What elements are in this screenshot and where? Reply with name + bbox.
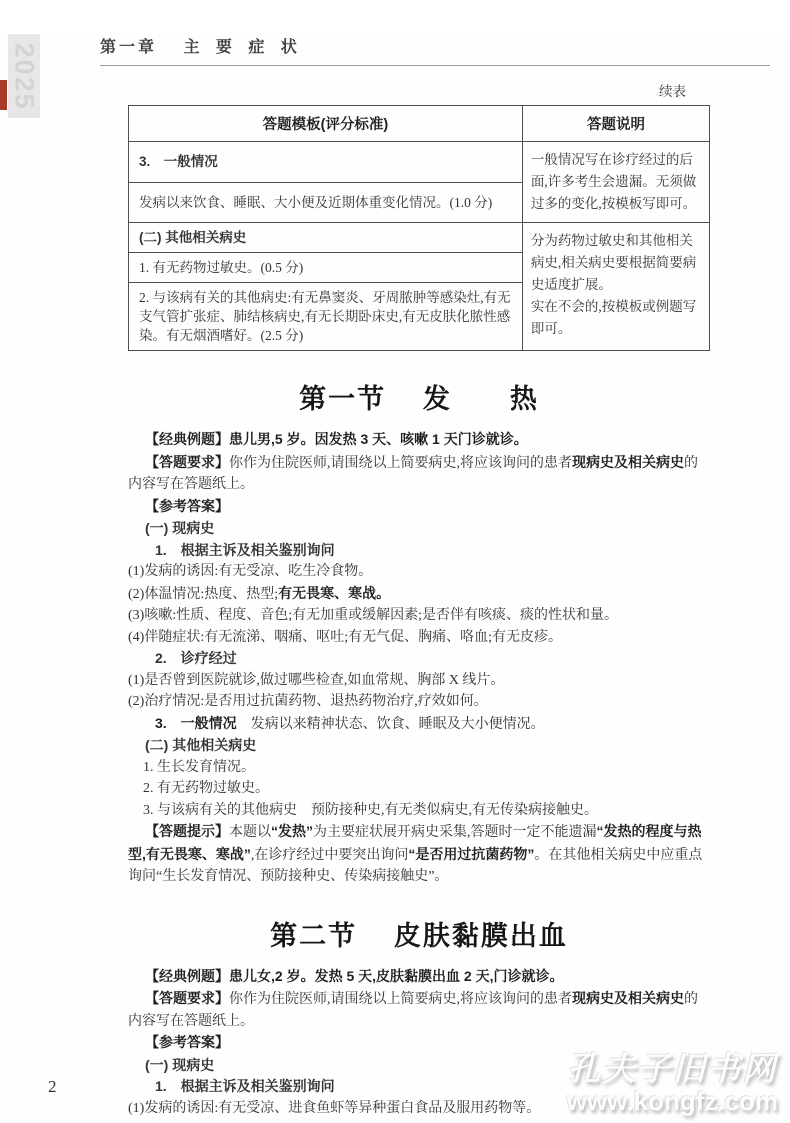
question-line: (1)发病的诱因:有无受凉、吃生冷食物。 <box>128 564 373 579</box>
note-2-line-1: 分为药物过敏史和其他相关病史,相关病史要根据简要病史适度扩展。 <box>530 233 697 292</box>
tip-text: 。在其他相关病史中应重点询问“生长发育情况、预防接种史、传染病接触史”。 <box>128 847 703 884</box>
reference-answer-label: 【参考答案】 <box>145 497 229 514</box>
requirement-text: 你作为住院医师,请围绕以上简要病史,将应该询问的患者 <box>229 455 572 471</box>
other-history-item: 2. 有无药物过敏史。 <box>143 781 269 796</box>
requirement-bold: 现病史及相关病史 <box>572 453 684 470</box>
subheading-interrogation: 1. 根据主诉及相关鉴别询问 <box>155 1078 335 1094</box>
cell-allergy-item: 1. 有无药物过敏史。(0.5 分) <box>129 253 523 283</box>
reference-answer-label-line <box>128 496 710 519</box>
page-content <box>128 80 710 1119</box>
cell-related-history-item: 2. 与该病有关的其他病史:有无鼻窦炎、牙周脓肿等感染灶,有无支气管扩张症、肺结核病史,有无长期卧床史,有无皮肤化脓性感染。有无烟酒嗜好。(2.5 分) <box>129 283 523 351</box>
question-line: (4)伴随症状:有无流涕、咽痛、呕吐;有无气促、胸痛、咯血;有无皮疹。 <box>128 629 562 645</box>
requirement-text-end: 的内容写在答题纸上。 <box>128 992 698 1029</box>
question-line: (1)是否曾到医院就诊,做过哪些检查,如血常规、胸部 X 线片。 <box>128 672 505 688</box>
section-1-name: 发 热 <box>422 384 539 414</box>
section-1-title <box>128 377 710 416</box>
question-line: (3)咳嗽:性质、程度、音色;有无加重或缓解因素;是否伴有咳痰、痰的性状和量。 <box>128 608 618 623</box>
question-line <box>128 583 710 606</box>
table-row <box>129 142 710 183</box>
question-text: (2)体温情况:热度、热型; <box>128 586 279 602</box>
watermark-site-name: 孔夫子旧书网 <box>567 1052 778 1089</box>
other-history-item: 3. 与该病有关的其他病史 预防接种史,有无类似病史,有无传染病接触史。 <box>143 802 598 818</box>
chapter-title: 主 要 症 状 <box>183 39 303 56</box>
subheading-treatment-course: 2. 诊疗经过 <box>155 650 237 666</box>
question-line: (1)发病的诱因:有无受凉、进食鱼虾等异种蛋白食品及服用药物等。 <box>128 1100 541 1116</box>
section-2-name: 皮肤黏膜出血 <box>393 920 568 951</box>
example-label: 【经典例题】 <box>145 967 229 984</box>
requirement-text: 你作为住院医师,请围绕以上简要病史,将应该询问的患者 <box>229 992 572 1007</box>
cell-general-heading: 3. 一般情况 <box>129 142 523 183</box>
note-2-line-2: 实在不会的,按模板或例题写即可。 <box>530 299 697 336</box>
page-number: 2 <box>48 1077 57 1096</box>
subheading-general-condition <box>128 713 710 736</box>
example-label: 【经典例题】 <box>145 431 229 447</box>
question-line: (2)治疗情况:是否用过抗菌药物、退热药物治疗,疗效如何。 <box>128 694 488 709</box>
requirement-bold: 现病史及相关病史 <box>572 990 684 1006</box>
reference-answer-label-line <box>128 1032 710 1055</box>
tip-text: 本题以 <box>229 825 271 840</box>
subheading-interrogation: 1. 根据主诉及相关鉴别询问 <box>155 541 335 558</box>
requirement-label: 【答题要求】 <box>145 453 229 470</box>
requirement-text-end: 的内容写在答题纸上。 <box>128 455 698 492</box>
col-header-template: 答题模板(评分标准) <box>129 106 523 142</box>
red-edge-tab <box>0 80 7 110</box>
present-illness-heading: (一) 现病史 <box>145 1056 215 1073</box>
tip-bold: “是否用过抗菌药物” <box>408 845 535 862</box>
answer-template-table <box>128 105 710 351</box>
example-text: 患儿男,5 岁。因发热 3 天、咳嗽 1 天门诊就诊。 <box>229 431 528 447</box>
other-history-item: 1. 生长发育情况。 <box>143 759 255 775</box>
section-2-number: 第二节 <box>270 920 358 951</box>
watermark-site-url: www.kongfz.com <box>566 1085 778 1116</box>
question-bold: 有无畏寒、寒战。 <box>278 584 391 601</box>
tip-label: 【答题提示】 <box>145 823 229 839</box>
section-1-body <box>128 429 710 888</box>
reference-answer-label: 【参考答案】 <box>145 1034 229 1050</box>
cell-other-history-heading: (二) 其他相关病史 <box>129 223 523 253</box>
example-paragraph <box>128 429 710 452</box>
book-page <box>0 34 790 1123</box>
tip-text: 为主要症状展开病史采集,答题时一定不能遗漏 <box>313 825 597 840</box>
continued-table-label: 续表 <box>659 84 686 99</box>
requirement-label: 【答题要求】 <box>145 990 229 1006</box>
table-header-row <box>129 106 710 142</box>
section-2-title <box>128 914 710 953</box>
edition-band <box>8 34 40 118</box>
tip-text: ,在诊疗经过中要突出询问 <box>250 847 409 863</box>
subheading-label: 3. 一般情况 <box>155 714 237 731</box>
other-history-heading: (二) 其他相关病史 <box>145 737 257 753</box>
running-header <box>100 34 770 66</box>
edition-year: 2025 <box>9 41 40 111</box>
present-illness-heading: (一) 现病史 <box>145 520 215 536</box>
tip-paragraph <box>128 821 710 888</box>
tip-bold: “发热的程度与热型,有无畏寒、寒战” <box>128 823 702 862</box>
tip-bold: “发热” <box>271 823 313 839</box>
chapter-number: 第一章 <box>100 39 158 56</box>
example-paragraph <box>128 966 710 989</box>
cell-note-1: 一般情况写在诊疗经过的后面,许多考生会遗漏。无须做过多的变化,按模板写即可。 <box>522 142 709 223</box>
requirement-paragraph <box>128 988 710 1032</box>
table-row <box>129 223 710 253</box>
section-1-number: 第一节 <box>299 384 387 414</box>
subheading-text: 发病以来精神状态、饮食、睡眠及大小便情况。 <box>236 716 545 732</box>
requirement-paragraph <box>128 452 710 496</box>
cell-general-content: 发病以来饮食、睡眠、大小便及近期体重变化情况。(1.0 分) <box>129 182 523 223</box>
section-2-body <box>128 966 710 1120</box>
example-text: 患儿女,2 岁。发热 5 天,皮肤黏膜出血 2 天,门诊就诊。 <box>229 967 564 984</box>
cell-note-2 <box>522 223 709 351</box>
col-header-note: 答题说明 <box>522 106 709 142</box>
